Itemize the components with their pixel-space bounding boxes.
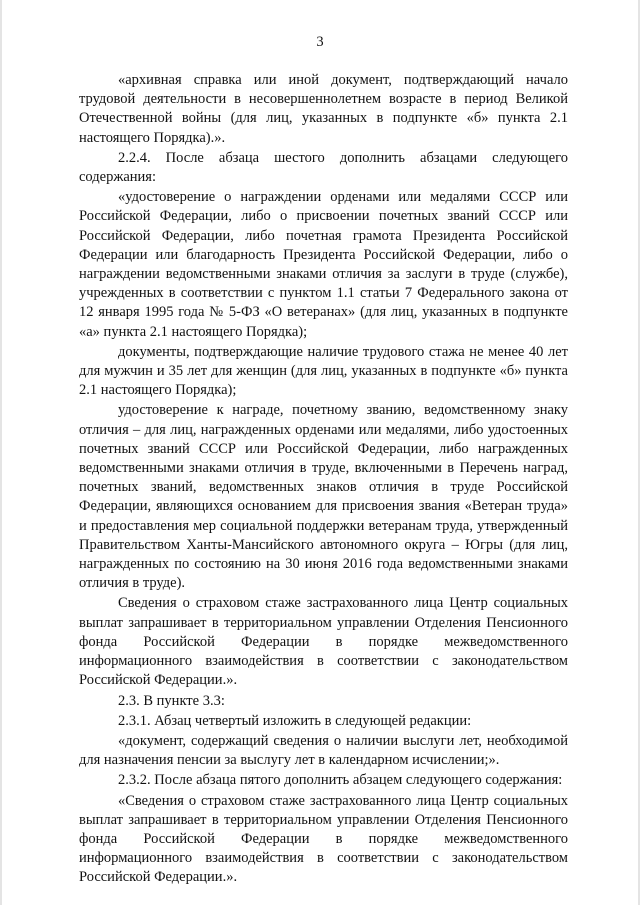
paragraph-service-length-document: «документ, содержащий сведения о наличии выслуги лет, необходимой для назначения пенсии за выслугу лет в календарном исчислении;». xyxy=(79,732,568,769)
paragraph-insurance-record-info: Сведения о страховом стаже застрахованного лица Центр социальных выплат запрашивает в территориальном управлении Отделения Пенсионного фонда Российской Федерации в порядке межведомственного информационного взаимодействия в соответствии с законодательством Российской Федерации.». xyxy=(79,595,568,689)
paragraph-archive-certificate: «архивная справка или иной документ, подтверждающий начало трудовой деятельности в несовершеннолетнем возрасте в период Великой Отечественной войны (для лиц, указанных в подпункте «б» пункта 2.1 настоящего Порядка).». xyxy=(79,72,568,146)
paragraph-2-3: 2.3. В пункте 3.3: xyxy=(118,692,225,709)
paragraph-work-experience-documents: документы, подтверждающие наличие трудового стажа не менее 40 лет для мужчин и 35 лет для женщин (для лиц, указанных в подпункте «б» пункта 2.1 настоящего Порядка); xyxy=(79,343,568,399)
paragraph-award-identity-document: удостоверение к награде, почетному званию, ведомственному знаку отличия – для лиц, награжденных орденами или медалями, либо удостоенных почетных званий СССР или Российской Федерации, либо награжденных ведомственными знаками отличия в труде, включенными в Перечень наград, почетных званий, ведомственных знаков отличия в труде Российской Федерации, являющихся основанием для присвоения звания «Ветеран труда» и предоставления мер социальной поддержки ветеранам труда, утвержденный Правительством Ханты-Мансийского автономного округа – Югры (для лиц, награжденных по состоянию на 30 июня 2016 года ведомственными знаками отличия в труде). xyxy=(79,402,568,592)
page-edge-left xyxy=(0,0,2,905)
page-number: 3 xyxy=(316,34,324,50)
paragraph-2-3-1: 2.3.1. Абзац четвертый изложить в следующей редакции: xyxy=(118,712,472,729)
paragraph-2-3-2: 2.3.2. После абзаца пятого дополнить абзацем следующего содержания: xyxy=(118,772,563,789)
paragraph-award-certificate: «удостоверение о награждении орденами или медалями СССР или Российской Федерации, либо о присвоении почетных званий СССР или Российской Федерации, либо почетная грамота Президента Российской Федерации или благодарность Президента Российской Федерации, либо о награждении ведомственными знаками отличия за заслуги в труде (службе), учрежденных в соответствии с пунктом 1.1 статьи 7 Федерального закона от 12 января 1995 года № 5-ФЗ «О ветеранах» (для лиц, указанных в подпункте «а» пункта 2.1 настоящего Порядка); xyxy=(79,189,568,340)
paragraph-2-2-4: 2.2.4. После абзаца шестого дополнить абзацами следующего содержания: xyxy=(79,149,568,186)
paragraph-insurance-record-info-2: «Сведения о страховом стаже застрахованного лица Центр социальных выплат запрашивает в территориальном управлении Отделения Пенсионного фонда Российской Федерации в порядке межведомственного информационного взаимодействия в соответствии с законодательством Российской Федерации.». xyxy=(79,792,568,886)
document-body xyxy=(79,71,568,888)
